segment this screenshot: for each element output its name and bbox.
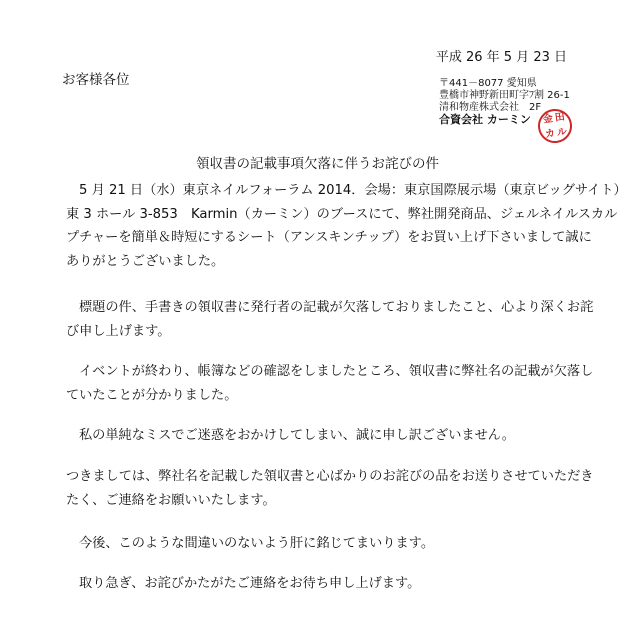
paragraph-line: び申し上げます。 <box>66 323 171 339</box>
seal-char: カ <box>544 128 556 141</box>
paragraph-purchase-thanks <box>66 179 627 273</box>
seal-char: 田 <box>554 111 566 124</box>
paragraph-regret <box>66 424 586 448</box>
seal-char: ル <box>556 126 568 139</box>
letter-date: 平成 26 年 5 月 23 日 <box>435 50 567 65</box>
paragraph-request <box>66 465 594 512</box>
sender-postal: 〒441－8077 愛知県 <box>439 78 537 89</box>
paragraph-commitment <box>66 532 586 556</box>
paragraph-line: 今後、このような間違いのないよう肝に銘じてまいります。 <box>79 536 435 551</box>
sender-address: 豊橋市神野新田町字ﾌ割 26-1 <box>439 90 570 101</box>
paragraph-line: プチャーを簡単＆時短にするシート（アンスキンチップ）をお買い上げ下さいまして誠に <box>66 230 592 245</box>
paragraph-line: 東 3 ホール 3-853 Karmin（カーミン）のブースにて、弊社開発商品、ジェルネイルスカル <box>66 206 618 222</box>
sender-company: 合資会社 カーミン <box>439 113 531 126</box>
seal-char: 金 <box>542 113 554 126</box>
paragraph-line: 5 月 21 日（水）東京ネイルフォーラム 2014．会場：東京国際展示場（東京ビッグサイト） <box>79 183 627 198</box>
paragraph-line: 私の単純なミスでご迷惑をおかけしてしまい、誠に申し訳ございません。 <box>79 428 515 443</box>
letter-subject: 領収書の記載事項欠落に伴うお詫びの件 <box>196 156 439 172</box>
paragraph-line: つきましては、弊社名を記載した領収書と心ばかりのお詫びの品をお送りさせていただき <box>66 469 594 484</box>
sender-building: 清和物産株式会社 2F <box>439 102 542 113</box>
paragraph-apology <box>66 296 594 343</box>
paragraph-line: たく、ご連絡をお願いいたします。 <box>66 492 276 508</box>
paragraph-closing <box>66 572 586 596</box>
paragraph-line: ていたことが分かりました。 <box>66 387 238 403</box>
paragraph-line: ありがとうございました。 <box>66 253 225 269</box>
addressee: お客様各位 <box>62 72 130 88</box>
paragraph-discovery <box>66 360 594 407</box>
paragraph-line: イベントが終わり、帳簿などの確認をしましたところ、領収書に弊社名の記載が欠落し <box>79 364 594 379</box>
paragraph-line: 標題の件、手書きの領収書に発行者の記載が欠落しておりましたこと、心より深くお詫 <box>79 300 594 315</box>
paragraph-line: 取り急ぎ、お詫びかたがたご連絡をお待ち申し上げます。 <box>79 576 421 591</box>
